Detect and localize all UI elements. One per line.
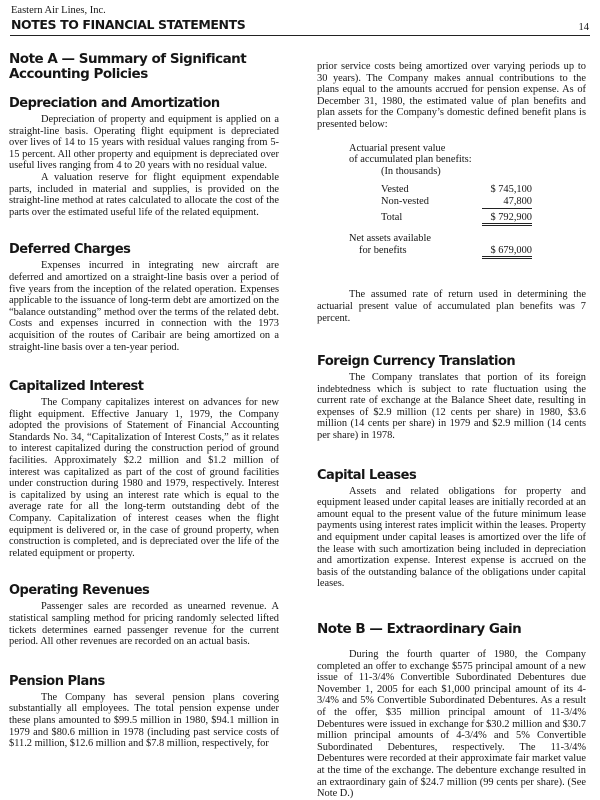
table-row	[349, 184, 532, 196]
net-assets-label-line1: Net assets available	[349, 233, 431, 245]
section-heading-pension-plans: Pension Plans	[9, 673, 105, 689]
row-label: for benefits	[359, 244, 407, 256]
section-heading-capitalized-interest: Capitalized Interest	[9, 379, 144, 395]
page-number: 14	[578, 22, 589, 33]
capital-leases-paragraph: Assets and related obligations for property and equipment leased under capital leases are initially recorded at an amount equal to the present value of the future minimum lease payments using interest rates implicit within the leases. Property and equipment under capital leases is amortized over the life of the lease with such amortization being included in depreciation and amortization expense. Interest expense is accrued on the basis of the outstanding balance of the obligations under capital leases.	[317, 485, 586, 590]
table-row	[349, 196, 532, 209]
table-caption-line1: Actuarial present value	[349, 142, 446, 154]
right-column	[317, 61, 586, 800]
note-a-title-line2: Accounting Policies	[9, 66, 148, 82]
note-a-title-line1: Note A — Summary of Significant	[9, 51, 247, 67]
row-label: Total	[381, 211, 403, 223]
section-heading-operating-revenues: Operating Revenues	[9, 583, 150, 599]
row-label: Non-vested	[381, 195, 429, 207]
header-rule	[10, 35, 590, 36]
table-row	[349, 212, 532, 227]
row-label: Vested	[381, 184, 409, 196]
row-value: $ 792,900	[482, 212, 532, 227]
pension-closing-paragraph: The assumed rate of return used in determining the actuarial present value of accumulated plan benefits was 7 percent.	[317, 289, 586, 324]
pension-benefits-table	[349, 143, 532, 260]
section-heading-capital-leases: Capital Leases	[317, 467, 417, 483]
section-heading-foreign-currency: Foreign Currency Translation	[317, 354, 516, 370]
pension-paragraph-left: The Company has several pension plans covering substantially all employees. The total pension expense under these plans amounted to $99.5 million in 1980, $94.1 million in 1979 and $80.6 million in 1978 (including past service costs of $11.2 million, $12.6 million and $7.8 million, respectively, for	[9, 691, 279, 750]
depreciation-paragraph-1: Depreciation of property and equipment is applied on a straight-line basis. Operating flight equipment is depreciated over lives of 14 to 15 years with residual values ranging from 5-15 percent. All other property and equipment is depreciated over useful lives ranging from 4 to 20 years with no residual value.	[9, 114, 279, 172]
note-b-paragraph: During the fourth quarter of 1980, the Company completed an offer to exchange $575 principal amount of a new issue of 11-3/4% Convertible Subordinated Debentures due November 1, 2005 for each $1,000 principal amount of its 4-3/4% and 5% Convertible Subordinated Debentures. As a result of the offer, $35 million principal amount of 11-3/4% Debentures were issued in exchange for $30.2 million and $30.7 million principal amounts of 4-3/4% and 5% Convertible Subordinated Debentures, respectively. The 11-3/4% Debentures were recorded at their approximate fair market value at the time of the exchange. The debenture exchange resulted in an extraordinary gain of $24.7 million (99 cents per share). (See Note D.)	[317, 649, 586, 800]
row-value: $ 745,100	[490, 184, 532, 196]
operating-revenues-paragraph: Passenger sales are recorded as unearned revenue. A statistical sampling method for pricing randomly selected lifted tickets determines earned passenger revenue for the current period. All other revenues are recorded on an actual basis.	[9, 601, 279, 648]
table-caption-line2: of accumulated plan benefits:	[349, 154, 472, 166]
note-a-title	[9, 52, 279, 82]
pension-paragraph-right: prior service costs being amortized over varying periods up to 30 years). The Company makes annual contributions to the plans equal to the amounts accrued for pension expense. As of December 31, 1980, the estimated value of plan benefits and plan assets for the Company’s domestic defined benefit plans is presented below:	[317, 61, 586, 130]
table-units: (In thousands)	[381, 165, 441, 177]
page-title: NOTES TO FINANCIAL STATEMENTS	[11, 17, 246, 32]
note-b-title: Note B — Extraordinary Gain	[317, 621, 522, 637]
depreciation-paragraph-2: A valuation reserve for flight equipment expendable parts, included in material and supplies, is provided on the straight-line method at rates calculated to allocate the cost of the parts over the estimated useful life of the related equipment.	[9, 171, 279, 218]
row-value: $ 679,000	[482, 245, 532, 260]
company-name: Eastern Air Lines, Inc.	[11, 5, 106, 16]
section-heading-deferred-charges: Deferred Charges	[9, 242, 131, 258]
foreign-currency-paragraph: The Company translates that portion of its foreign indebtedness which is subject to rate fluctuation using the current rate of exchange at the Balance Sheet date, resulting in expenses of $2.9 million (12 cents per share) in 1980, $3.6 million (14 cents per share) in 1979 and $2.9 million (14 cents per share) in 1978.	[317, 372, 586, 442]
section-heading-depreciation: Depreciation and Amortization	[9, 96, 220, 111]
capitalized-interest-paragraph: The Company capitalizes interest on advances for new flight equipment. Effective January 1, 1979, the Company adopted the provisions of Statement of Financial Accounting Standards No. 34, “Capitalization of Interest Costs,” as it relates to interest capitalized during the construction period of ground facilities. Approximately $2.2 million and $1.2 million of interest was capitalized as part of the cost of ground facilities under construction during 1980 and 1979, respectively. Interest is capitalized by using an interest rate which is equal to the average rate for all the long-term outstanding debt of the Company. Capitalization of interest ceases when the flight equipment is delivered or, in the case of ground property, when construction is completed, and is depreciated over the life of the related equipment or property.	[9, 397, 279, 559]
row-value: 47,800	[482, 196, 532, 209]
left-column	[9, 52, 279, 750]
table-row	[349, 245, 532, 260]
deferred-charges-paragraph: Expenses incurred in integrating new aircraft are deferred and amortized on a straight-line basis over a period of five years from the inception of the related operation. Expenses applicable to the issuance of long-term debt are amortized on the “balance outstanding” method over the terms of the related debt. Costs and expenses incurred in connection with the 1973 acquisition of the routes of Caribair are being amortized on a straight-line basis over a ten-year period.	[9, 260, 279, 353]
